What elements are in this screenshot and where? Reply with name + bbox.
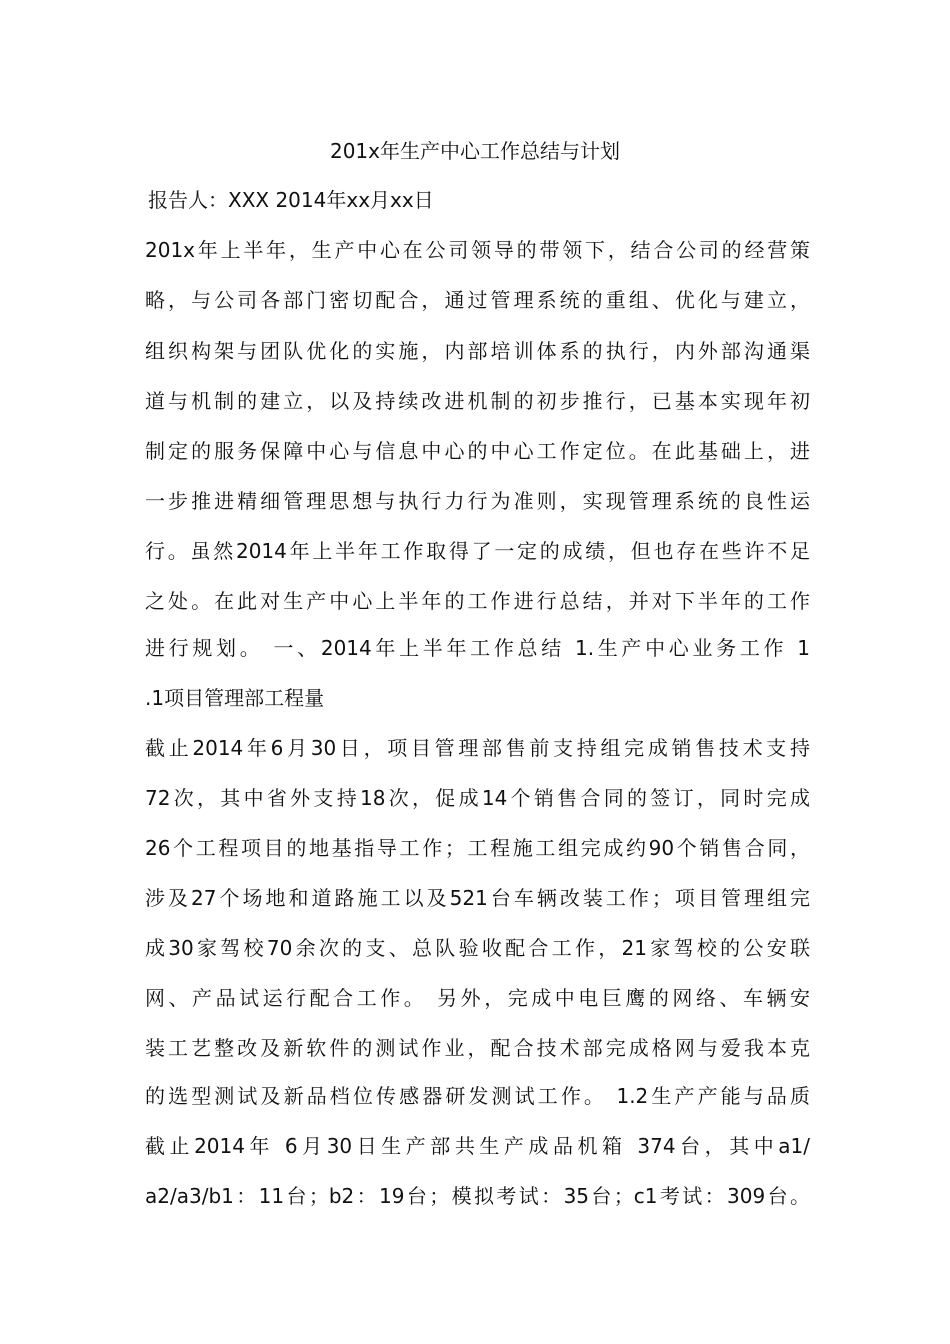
paragraph-line: 截止2014年6月30日，项目管理部售前支持组完成销售技术支持 (145, 736, 810, 760)
paragraph-line: 组织构架与团队优化的实施，内部培训体系的执行，内外部沟通渠 (145, 339, 810, 363)
paragraph-line: 26个工程项目的地基指导工作；工程施工组完成约90个销售合同， (145, 836, 810, 860)
paragraph-line: 涉及27个场地和道路施工以及521台车辆改装工作；项目管理组完 (145, 886, 810, 910)
paragraph-line: 制定的服务保障中心与信息中心的中心工作定位。在此基础上，进 (145, 439, 810, 463)
paragraph-line: a2/a3/b1：11台；b2：19台；模拟考试：35台；c1考试：309台。 (145, 1184, 810, 1208)
reporter-line: 报告人：XXX 2014年xx月xx日 (148, 188, 434, 212)
paragraph-line: 装工艺整改及新软件的测试作业，配合技术部完成格网与爱我本克 (145, 1036, 810, 1060)
paragraph-line: 行。虽然2014年上半年工作取得了一定的成绩，但也存在些许不足 (145, 539, 810, 563)
paragraph-line: 72次，其中省外支持18次，促成14个销售合同的签订，同时完成 (145, 786, 810, 810)
paragraph-line: 进行规划。 一、2014年上半年工作总结 1.生产中心业务工作 1 (145, 636, 810, 660)
paragraph-line: 一步推进精细管理思想与执行力行为准则，实现管理系统的良性运 (145, 489, 810, 513)
paragraph-line: 之处。在此对生产中心上半年的工作进行总结，并对下半年的工作 (145, 589, 810, 613)
paragraph-line: 的选型测试及新品档位传感器研发测试工作。 1.2生产产能与品质 (145, 1084, 810, 1108)
paragraph-line: 网、产品试运行配合工作。 另外，完成中电巨鹰的网络、车辆安 (145, 986, 810, 1010)
document-title: 201x年生产中心工作总结与计划 (329, 139, 620, 163)
paragraph-line: 略，与公司各部门密切配合，通过管理系统的重组、优化与建立， (145, 288, 810, 312)
paragraph-line: .1项目管理部工程量 (145, 686, 325, 710)
paragraph-line: 截止2014年 6月30日生产部共生产成品机箱 374台，其中a1/ (145, 1134, 810, 1158)
paragraph-line: 成30家驾校70余次的支、总队验收配合工作，21家驾校的公安联 (145, 936, 810, 960)
paragraph-line: 201x年上半年，生产中心在公司领导的带领下，结合公司的经营策 (145, 238, 810, 262)
paragraph-line: 道与机制的建立，以及持续改进机制的初步推行，已基本实现年初 (145, 389, 810, 413)
